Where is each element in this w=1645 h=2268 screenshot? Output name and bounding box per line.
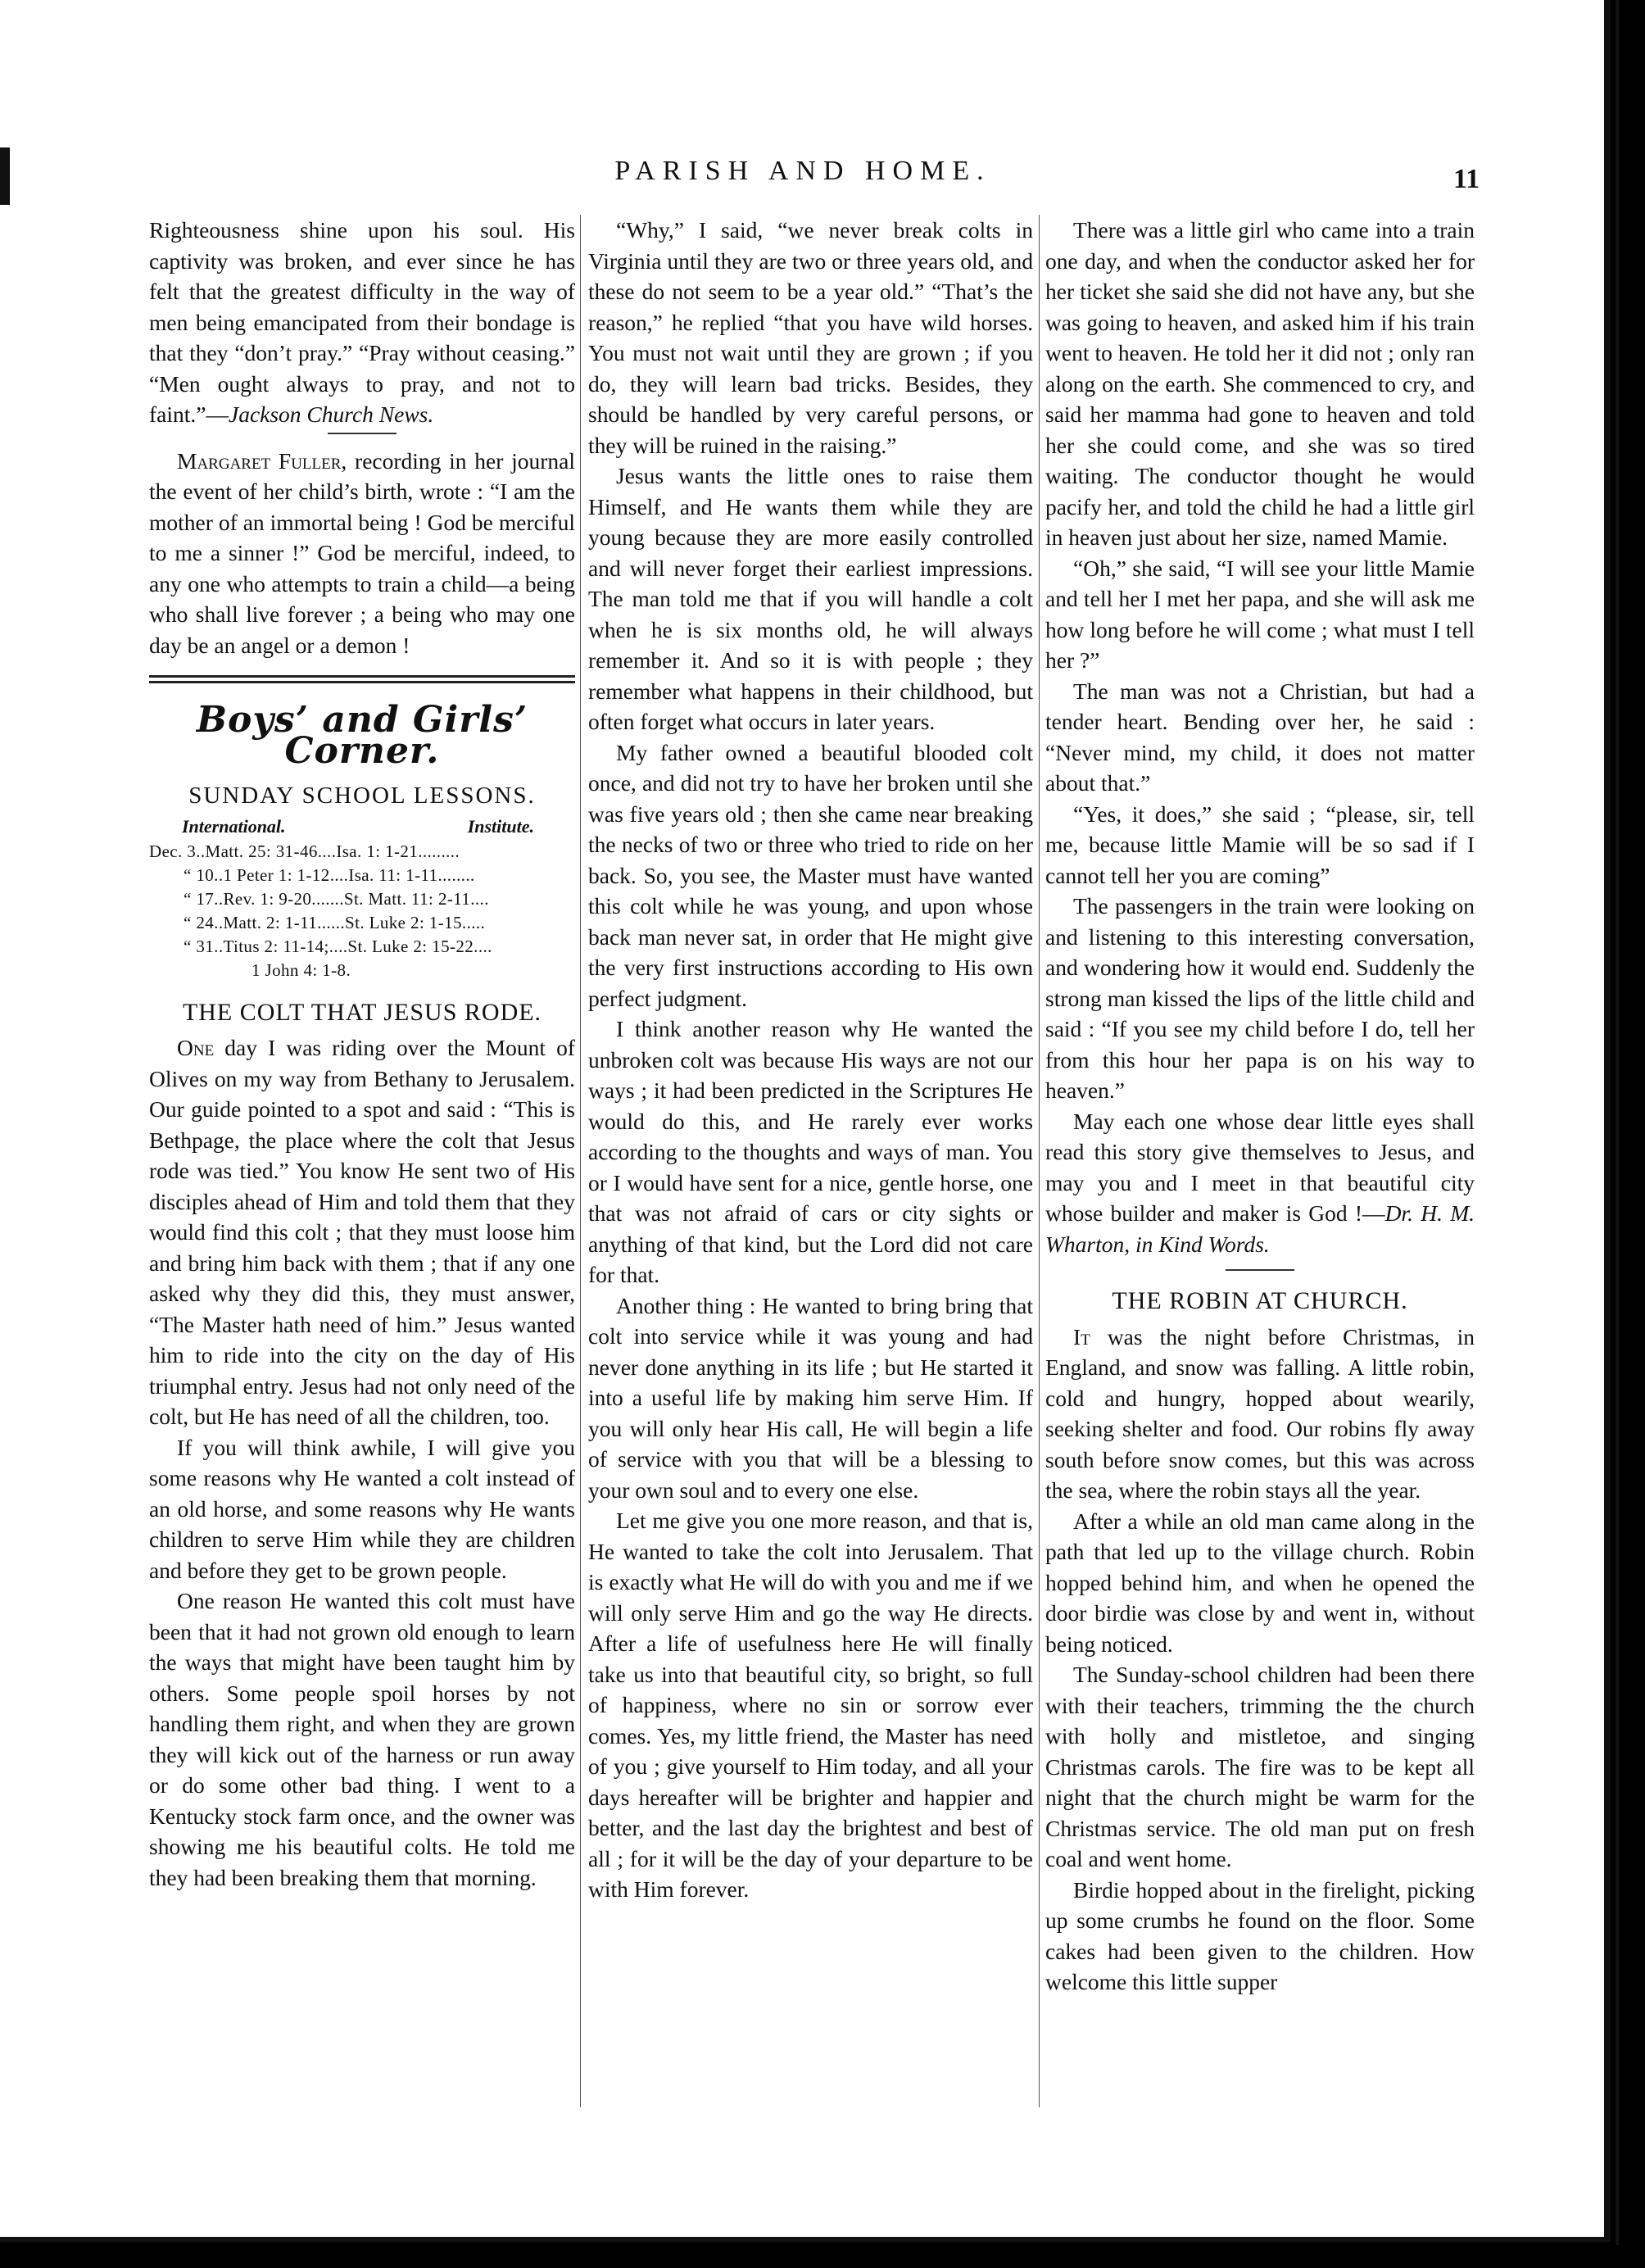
article-paragraph: The passengers in the train were looking on and listening to this interesting conversation, and wondering how it would end. Suddenly the strong man kissed the lips of the little child and said : “If you see my child before I do, tell her from this hour her papa is on his way to heaven.” [1045,893,1475,1103]
page-header-title: PARISH AND HOME. [614,156,991,186]
binding-mark [0,147,10,205]
column-divider-2 [1039,215,1040,2107]
article-paragraph: “Why,” I said, “we never break colts in Virginia until they are two or three years old, and these do not seem to be a year old.” “That’s the reason,” he replied “that you have wild horses. You must not wait until they are grown ; if you do, they will learn bad tricks. Besides, they should be handled by very careful persons, or they will be ruined in the raising.” [588,217,1033,458]
lessons-col-institute: Institute. [467,815,534,837]
separator [1226,1269,1294,1271]
article-paragraph: I think another reason why He wanted the unbroken colt was because His ways are not our ways ; it had been predicted in the Scriptures He would do this, and He rarely ever works according to the thoughts and ways of man. You or I would have sent for a nice, gentle horse, one that was not afraid of cars or city sights or anything of that kind, but the Lord did not care for that. [588,1016,1033,1287]
article-paragraph: It was the night before Christmas, in England, and snow was falling. A little robin, cold and hungry, hopped about wearily, seeking shelter and food. Our robins fly away south before snow comes, but this was across the sea, where the robin stays all the year. [1045,1323,1475,1503]
article-title: THE ROBIN AT CHURCH. [1112,1287,1408,1314]
lessons-col-international: International. [182,815,286,837]
double-rule [149,675,575,683]
page-edge-line [1616,0,1619,2245]
column-1 [149,215,575,1893]
section-heading-corner: Boys’ and Girls’ Corner. [196,699,528,772]
article-paragraph: Jesus wants the little ones to raise them Himself, and He wants them while they are young because they are more easily controlled and will never forget their earliest impressions. The man told me that if you will handle a colt when he is six months old, he will always remember it. And so it is with people ; they remember what happens in their childhood, but often forget what occurs in later years. [588,463,1033,734]
lesson-row: “ 17..Rev. 1: 9-20.......St. Matt. 11: 2-11.... [184,888,489,909]
article-paragraph: One day I was riding over the Mount of Olives on my way from Bethany to Jerusalem. Our guide pointed to a spot and said : “This is Bethpage, the place where the colt that Jesus rode was tied.” You know He sent two of His disciples ahead of Him and told them that they would find this colt ; that they must loose him and bring him back with them ; that if any one asked why they did this, they must answer, “The Master hath need of him.” Jesus wanted him to ride into the city on the day of His triumphal entry. Jesus had not only need of the colt, but He has need of all the children, too. [149,1035,575,1429]
separator [328,433,397,434]
column-3 [1045,215,1475,1998]
article-paragraph: “Yes, it does,” she said ; “please, sir, tell me, because little Mamie will be so sad if I cannot tell her you are coming” [1045,801,1475,888]
article-paragraph: Let me give you one more reason, and that is, He wanted to take the colt into Jerusalem. That is exactly what He will do with you and me if we will only serve Him and go the way He directs. After a life of usefulness here He will finally take us into that beautiful city, so bright, so full of happiness, where no sin or sorrow ever comes. Yes, my little friend, the Master has need of you ; give yourself to Him today, and all your days hereafter will be brighter and happier and better, and the last day the brightest and best of all ; for it will be the day of your departure to be with Him forever. [588,1508,1033,1902]
article-paragraph: “Oh,” she said, “I will see your little Mamie and tell her I met her papa, and she will ask me how long before he will come ; what must I tell her ?” [1045,555,1475,673]
article-paragraph: The Sunday-school children had been there with their teachers, trimming the the church with holly and mistletoe, and singing Christmas carols. The fire was to be kept all night that the church might be warm for the Christmas service. The old man put on fresh coal and went home. [1045,1662,1475,1871]
article-paragraph: Another thing : He wanted to bring bring that colt into service while it was young and had never done anything in its life ; but He started it into a useful life by making him serve Him. If you will only hear His call, He will begin a life of service with you that will be a blessing to your own soul and to every one else. [588,1292,1033,1503]
column-2 [588,215,1033,1905]
article-paragraph: Margaret Fuller, recording in her journal the event of her child’s birth, wrote : “I am the mother of an immortal being ! God be merciful to me a sinner !” God be merciful, indeed, to any one who attempts to train a child—a being who shall live forever ; a being who may one day be an angel or a demon ! [149,447,575,658]
article-paragraph: After a while an old man came along in the path that led up to the village church. Robin hopped behind him, and when he opened the door birdie was close by and went in, without being noticed. [1045,1508,1475,1657]
article-paragraph: If you will think awhile, I will give you some reasons why He wanted a colt instead of an old horse, and some reasons why He wants children to serve Him while they are children and before they get to be grown people. [149,1434,575,1583]
article-paragraph: One reason He wanted this colt must have been that it had not grown old enough to learn the ways that might have been taught him by others. Some people spoil horses by not handling them right, and when they are grown they will kick out of the harness or run away or do some other bad thing. I went to a Kentucky stock farm once, and the owner was showing me his beautiful colts. He told me they had been breaking them that morning. [149,1588,575,1890]
article-paragraph: Righteousness shine upon his soul. His captivity was broken, and ever since he has felt that the greatest difficulty in the way of men being emancipated from their bondage is that they “don’t pray.” “Pray without ceasing.” “Men ought always to pray, and not to faint.”—Jackson Church News. [149,217,575,427]
article-paragraph: Birdie hopped about in the firelight, picking up some crumbs he found on the floor. Some cakes had been given to the children. How welcome this little supper [1045,1876,1475,1994]
lesson-row: 1 John 4: 1-8. [252,959,351,980]
lessons-title: SUNDAY SCHOOL LESSONS. [188,782,536,809]
article-paragraph: There was a little girl who came into a train one day, and when the conductor asked her for her ticket she said she did not have any, but she was going to heaven, and asked him if his train went to heaven. He told her it did not ; only ran along on the earth. She commenced to cry, and said her mamma had gone to heaven and told her she could come, and she was so tired waiting. The conductor thought he would pacify her, and told the child he had a little girl in heaven just about her size, named Mamie. [1045,217,1475,550]
lessons-subheader [149,814,575,840]
article-paragraph: My father owned a beautiful blooded colt once, and did not try to have her broken until she was five years old ; then she came near breaking the necks of two or three who tried to ride on her back. So, you see, the Master must have wanted this colt while he was young, and upon whose back man never sat, in order that He might give the very first instructions according to His own perfect judgment. [588,739,1033,1011]
column-divider-1 [580,215,581,2107]
lesson-row: “ 31..Titus 2: 11-14;....St. Luke 2: 15-22.... [184,936,492,956]
lesson-row: “ 10..1 Peter 1: 1-12....Isa. 11: 1-11........ [184,864,475,885]
article-paragraph: The man was not a Christian, but had a tender heart. Bending over her, he said : “Never mind, my child, it does not matter about that.” [1045,678,1475,796]
page-number: 11 [1453,164,1480,194]
lesson-row: Dec. 3..Matt. 25: 31-46....Isa. 1: 1-21......... [149,841,460,861]
lesson-row: “ 24..Matt. 2: 1-11......St. Luke 2: 1-15..... [184,912,486,932]
article-paragraph: May each one whose dear little eyes shall read this story give themselves to Jesus, and may you and I meet in that beautiful city whose builder and maker is God !—Dr. H. M. Wharton, in Kind Words. [1045,1108,1475,1257]
article-title: THE COLT THAT JESUS RODE. [182,998,542,1026]
